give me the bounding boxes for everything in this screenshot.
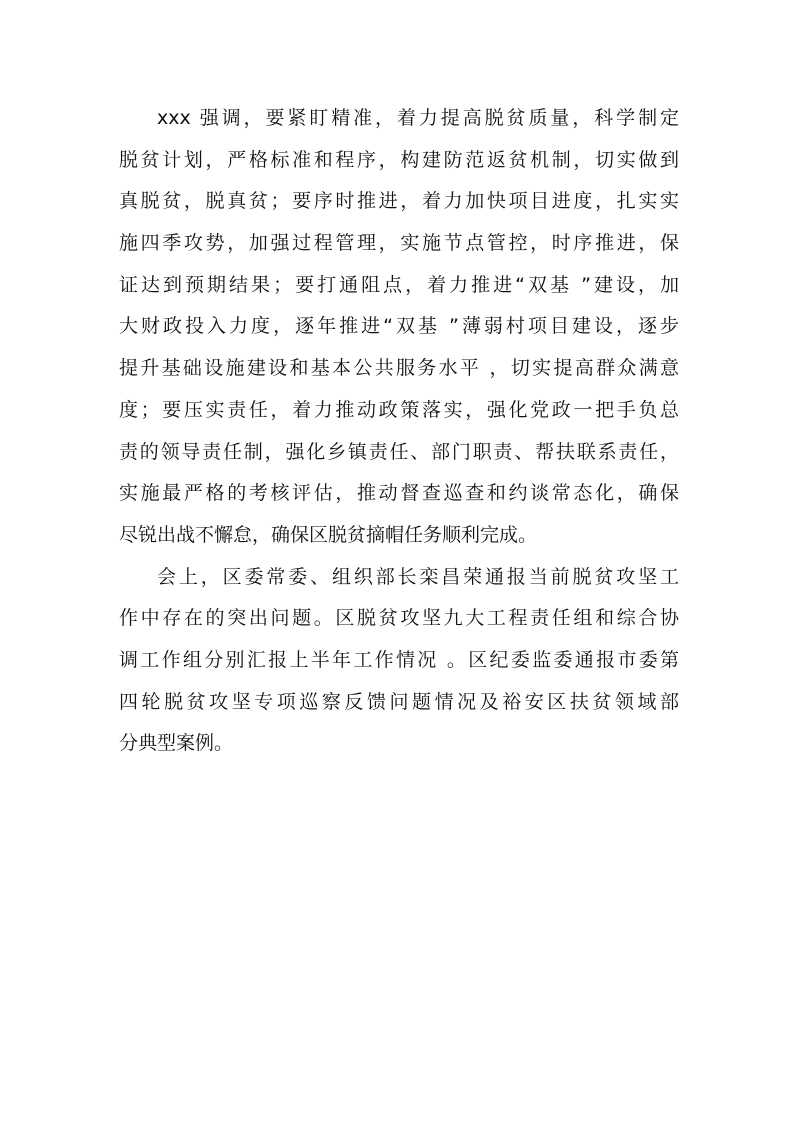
text-line: 责的领导责任制，强化乡镇责任、部门职责、帮扶联系责任， — [119, 440, 679, 463]
text-line: 作中存在的突出问题。区脱贫攻坚九大工程责任组和综合协 — [119, 607, 679, 630]
text-line: 四轮脱贫攻坚专项巡察反馈问题情况及裕安区扶贫领域部 — [119, 690, 679, 713]
text-line: 大财政投入力度，逐年推进“双基 ”薄弱村项目建设，逐步 — [119, 315, 679, 338]
text-line: 证达到预期结果；要打通阻点，着力推进“双基 ”建设，加 — [119, 273, 679, 296]
paragraph-2 — [119, 557, 679, 765]
text-line: 分典型案例。 — [119, 732, 234, 755]
text-line: 提升基础设施建设和基本公共服务水平 ，切实提高群众满意 — [119, 357, 679, 380]
document-body — [119, 98, 679, 765]
text-line: 施四季攻势，加强过程管理，实施节点管控，时序推进，保 — [119, 232, 679, 255]
text-line: 真脱贫，脱真贫；要序时推进，着力加快项目进度，扎实实 — [119, 190, 679, 213]
text-line: 尽锐出战不懈怠，确保区脱贫摘帽任务顺利完成。 — [119, 523, 538, 546]
text-line: 度；要压实责任，着力推动政策落实，强化党政一把手负总 — [119, 398, 679, 421]
text-line: 实施最严格的考核评估，推动督查巡查和约谈常态化，确保 — [119, 482, 679, 505]
text-line: 会上，区委常委、组织部长栾昌荣通报当前脱贫攻坚工 — [157, 565, 679, 588]
text-line: 调工作组分别汇报上半年工作情况 。区纪委监委通报市委第 — [119, 648, 679, 671]
text-line: xxx 强调，要紧盯精准，着力提高脱贫质量，科学制定 — [157, 107, 679, 129]
text-line: 脱贫计划，严格标准和程序，构建防范返贫机制，切实做到 — [119, 148, 679, 171]
paragraph-1 — [119, 98, 679, 557]
